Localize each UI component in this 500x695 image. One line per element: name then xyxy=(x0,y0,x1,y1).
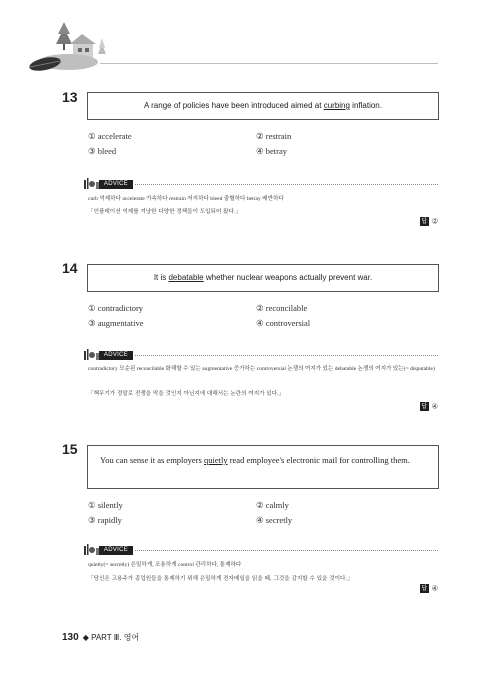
option-4[interactable]: ④ secretly xyxy=(256,515,293,525)
option-1[interactable]: ① silently xyxy=(88,500,123,510)
advice-label: ADVICE xyxy=(99,546,133,555)
advice-label: ADVICE xyxy=(99,351,133,360)
question-sentence: A range of policies have been introduced aimed at curbing inflation. xyxy=(144,101,382,110)
translation: 「핵무기가 정말로 전쟁을 막을 것인지 아닌지에 대해서는 논란의 여지가 있다.」 xyxy=(88,391,285,397)
underlined-word: debatable xyxy=(168,273,204,282)
footer-part-title: PART Ⅲ. 영어 xyxy=(91,633,140,642)
vocabulary-notes: contradictory 모순된 reconcilable 화해할 수 있는 augmentative 증가하는 controversial 논쟁의 여지가 있는 debatable 논쟁의 여지가 있는(= disputable) xyxy=(88,366,435,372)
answer-mark: 답 xyxy=(421,218,428,225)
advice-divider xyxy=(135,355,438,356)
advice-divider xyxy=(135,550,438,551)
option-1[interactable]: ① accelerate xyxy=(88,131,132,141)
option-1[interactable]: ① contradictory xyxy=(88,303,144,313)
option-3[interactable]: ③ bleed xyxy=(88,146,117,156)
translation: 「당신은 고용주가 종업원들을 통제하기 위해 은밀하게 전자메일을 읽을 때, 그것을 감지할 수 있을 것이다.」 xyxy=(88,576,353,582)
option-4[interactable]: ④ betray xyxy=(256,146,287,156)
answer: 답 ④ xyxy=(421,584,438,593)
vocabulary-notes: curb 억제하다 accelerate 가속하다 restrain 저지하다 bleed 출혈하다 betray 배반하다 xyxy=(88,196,284,202)
option-3[interactable]: ③ rapidly xyxy=(88,515,122,525)
vocabulary-notes: quietly(= secretly) 은밀하게, 조용하게 control 관리하다, 통제하다 xyxy=(88,562,242,568)
answer: 답 ④ xyxy=(421,402,438,411)
question-number: 15 xyxy=(62,441,78,457)
header-rule xyxy=(100,63,438,64)
option-2[interactable]: ② reconcilable xyxy=(256,303,308,313)
answer-mark: 답 xyxy=(421,403,428,410)
option-2[interactable]: ② calmly xyxy=(256,500,289,510)
question-number: 13 xyxy=(62,89,78,105)
question-box xyxy=(87,445,439,489)
translation: 「인플레이션 억제를 겨냥한 다양한 정책들이 도입되어 왔다.」 xyxy=(88,209,242,215)
option-3[interactable]: ③ augmentative xyxy=(88,318,144,328)
page-footer xyxy=(62,632,139,643)
page-number: 130 xyxy=(62,632,79,643)
question-box xyxy=(87,264,439,292)
option-4[interactable]: ④ controversial xyxy=(256,318,311,328)
underlined-word: curbing xyxy=(323,101,350,110)
advice-label: ADVICE xyxy=(99,180,133,189)
advice-divider xyxy=(135,184,438,185)
question-sentence: It is debatable whether nuclear weapons actually prevent war. xyxy=(153,273,373,282)
option-2[interactable]: ② restrain xyxy=(256,131,292,141)
underlined-word: quietly xyxy=(203,455,228,465)
question-box xyxy=(87,92,439,120)
footer-bullet: ◆ xyxy=(82,633,89,642)
question-number: 14 xyxy=(62,260,78,276)
header-illustration xyxy=(18,18,118,78)
answer-mark: 답 xyxy=(421,585,428,592)
question-sentence: You can sense it as employers quietly read employee's electronic mail for controlling them. xyxy=(100,455,410,465)
answer: 답 ② xyxy=(421,217,438,226)
